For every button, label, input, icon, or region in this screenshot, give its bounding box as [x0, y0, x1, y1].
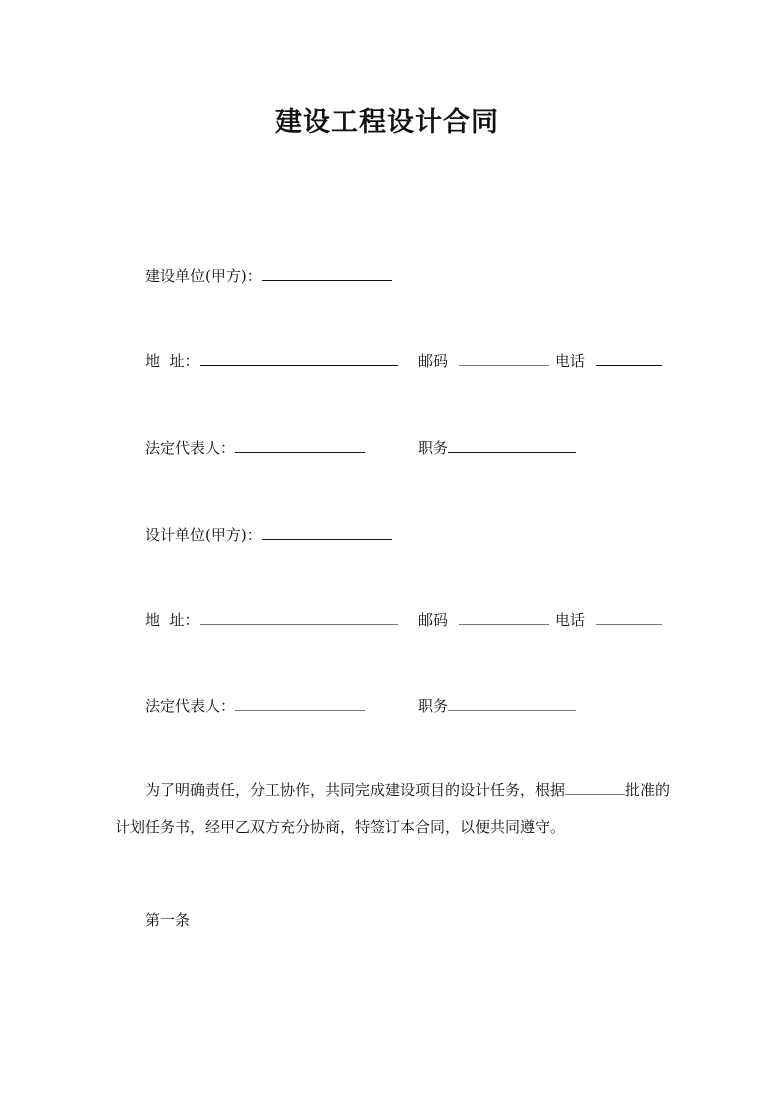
party-a-postcode-label: 邮码 [418, 352, 449, 370]
party-a-phone-blank [596, 351, 662, 366]
party-b-unit-label: 设计单位(甲方)： [145, 526, 262, 544]
party-a-rep-blank [235, 438, 365, 453]
party-a-postcode-row [418, 350, 549, 372]
party-a-position-row [418, 437, 576, 459]
party-a-address-blank [200, 351, 398, 366]
party-b-address-blank [200, 610, 398, 625]
party-b-unit-blank [262, 525, 392, 540]
preamble-text-1: 为了明确责任，分工协作，共同完成建设项目的设计任务，根据 [145, 781, 566, 799]
preamble-text-2: 批准的计划任务书，经甲乙双方充分协商，特签订本合同，以便共同遵守。 [115, 781, 671, 836]
party-a-position-blank [448, 438, 576, 453]
party-b-postcode-blank [459, 610, 549, 625]
party-b-address-label: 地 址： [145, 611, 200, 629]
party-a-unit-row [145, 265, 392, 287]
party-b-position-blank [448, 696, 576, 711]
preamble-paragraph [115, 772, 675, 846]
document-title: 建设工程设计合同 [275, 107, 499, 138]
party-b-rep-row [145, 695, 365, 717]
party-b-postcode-row [418, 609, 549, 631]
approval-authority-blank [565, 778, 625, 795]
party-a-rep-row [145, 437, 365, 459]
party-a-unit-blank [262, 266, 392, 281]
party-b-rep-blank [235, 696, 365, 711]
party-b-address-row [145, 609, 398, 631]
party-b-rep-label: 法定代表人： [145, 697, 236, 715]
party-a-rep-label: 法定代表人： [145, 439, 236, 457]
article-1-heading: 第一条 [145, 911, 191, 929]
party-b-phone-blank [596, 610, 662, 625]
party-b-position-row [418, 695, 576, 717]
party-a-phone-label: 电话 [555, 352, 586, 370]
party-a-postcode-blank [459, 351, 549, 366]
party-b-position-label: 职务 [418, 697, 449, 715]
party-a-unit-label: 建设单位(甲方)： [145, 267, 262, 285]
party-a-address-row [145, 350, 398, 372]
party-a-phone-row [555, 350, 662, 372]
party-b-unit-row [145, 524, 392, 546]
party-a-address-label: 地 址： [145, 352, 200, 370]
party-b-postcode-label: 邮码 [418, 611, 449, 629]
party-b-phone-label: 电话 [555, 611, 586, 629]
party-b-phone-row [555, 609, 662, 631]
party-a-position-label: 职务 [418, 439, 449, 457]
